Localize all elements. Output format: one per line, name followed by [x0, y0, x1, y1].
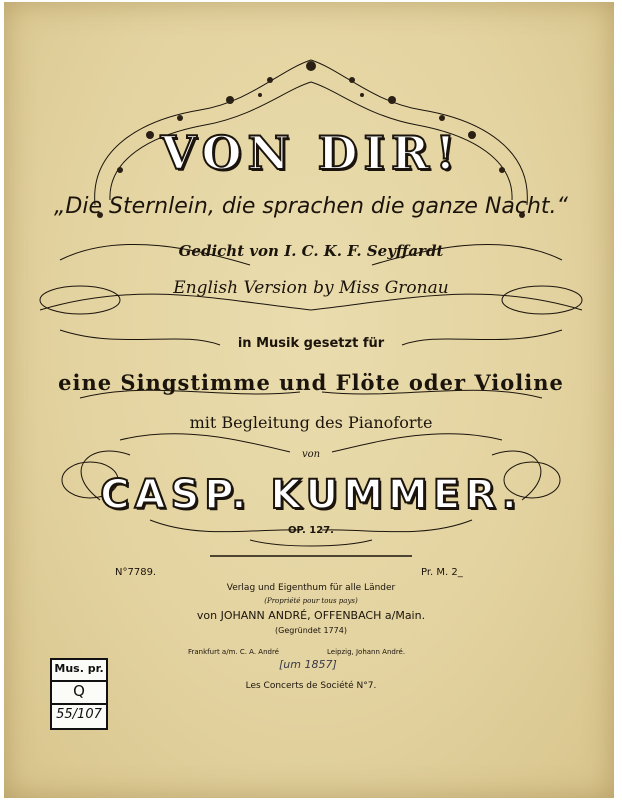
composer-name: CASP. KUMMER.: [100, 472, 522, 518]
shelf-label-line-1: Mus. pr.: [52, 660, 106, 682]
poem-credit: Gedicht von I. C. K. F. Seyffardt: [178, 242, 444, 260]
series-name: Les Concerts de Société N°7.: [245, 681, 377, 691]
publisher: von JOHANN ANDRÉ, OFFENBACH a/Main.: [196, 609, 426, 622]
instrumentation: eine Singstimme und Flöte oder Violine: [58, 370, 564, 395]
subtitle: „Die Sternlein, die sprachen die ganze Nacht.“: [54, 194, 568, 219]
shelf-label-line-3: 55/107: [56, 707, 102, 722]
by-text: von: [301, 449, 321, 460]
english-version-credit: English Version by Miss Gronau: [173, 278, 449, 298]
set-to-music-text: in Musik gesetzt für: [237, 336, 385, 351]
accompaniment: mit Begleitung des Pianoforte: [189, 413, 433, 432]
opus-number: OP. 127.: [288, 525, 334, 536]
price: Pr. M. 2_: [421, 567, 463, 578]
handwritten-date: [um 1857]: [279, 658, 337, 671]
founded-year: (Gegründet 1774): [275, 626, 347, 635]
library-shelf-label: [50, 658, 108, 730]
branch-leipzig: Leipzig, Johann André.: [327, 648, 406, 656]
branch-frankfurt: Frankfurt a/m. C. A. André: [188, 648, 279, 656]
title: VON DIR!: [160, 126, 462, 180]
rights-notice-french: (Propriété pour tous pays): [264, 597, 358, 605]
rights-notice: Verlag und Eigenthum für alle Länder: [226, 583, 396, 593]
shelf-label-line-2: Q: [52, 682, 106, 705]
plate-number: N°7789.: [115, 567, 157, 578]
